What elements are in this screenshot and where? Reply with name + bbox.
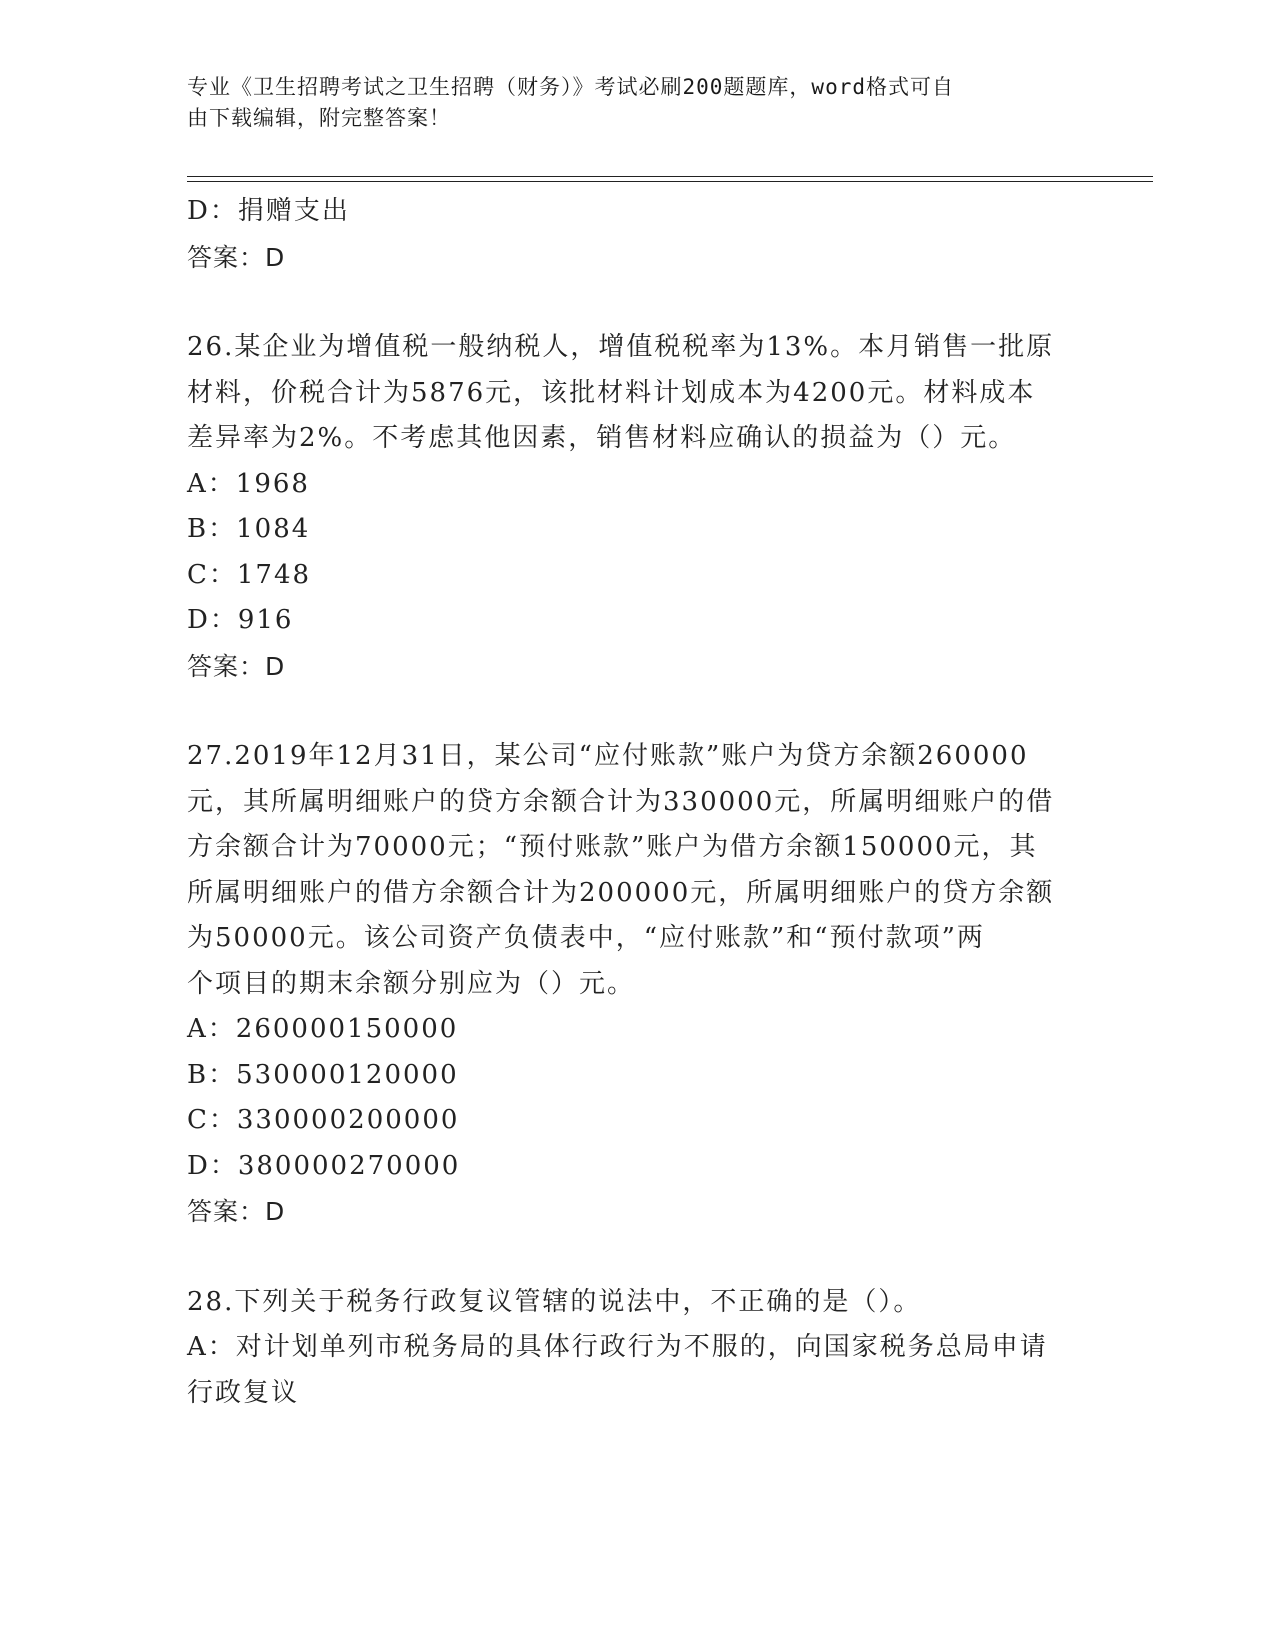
question-stem-line: 所属明细账户的借方余额合计为200000元，所属明细账户的贷方余额 — [187, 877, 1055, 908]
option-b: B：530000120000 — [187, 1059, 459, 1090]
question-stem-line: 26.某企业为增值税一般纳税人，增值税税率为13%。本月销售一批原 — [187, 332, 1055, 362]
option-d: D：380000270000 — [187, 1150, 461, 1181]
question-26 — [187, 325, 1087, 689]
question-stem-line: 材料，价税合计为5876元，该批材料计划成本为4200元。材料成本 — [187, 377, 1036, 408]
question-stem-line: 为50000元。该公司资产负债表中，“应付账款”和“预付款项”两 — [187, 923, 985, 953]
question-27 — [187, 734, 1087, 1235]
header-divider-top — [187, 176, 1153, 177]
question-stem-line: 27.2019年12月31日，某公司“应付账款”账户为贷方余额260000 — [187, 741, 1029, 771]
question-stem-line: 元，其所属明细账户的贷方余额合计为330000元，所属明细账户的借 — [187, 786, 1055, 817]
header-divider-bottom — [187, 181, 1153, 182]
option-c: C：1748 — [187, 559, 312, 590]
option-b: B：1084 — [187, 514, 311, 544]
answer-line: 答案：D — [187, 651, 286, 681]
answer-line: 答案：D — [187, 242, 286, 272]
header-line-2: 由下载编辑，附完整答案！ — [187, 106, 451, 130]
prev-question-tail — [187, 189, 1087, 280]
question-stem-line: 方余额合计为70000元；“预付账款”账户为借方余额150000元，其 — [187, 832, 1038, 862]
question-stem — [187, 325, 1067, 462]
option-a: A：260000150000 — [187, 1014, 459, 1044]
question-stem-line: 个项目的期末余额分别应为（）元。 — [187, 968, 636, 999]
option-c: C：330000200000 — [187, 1105, 460, 1135]
page-header — [187, 72, 1067, 134]
question-stem: 28.下列关于税务行政复议管辖的说法中，不正确的是（）。 — [187, 1286, 922, 1317]
question-stem — [187, 734, 1067, 1007]
header-line-1: 专业《卫生招聘考试之卫生招聘（财务）》考试必刷200题题库，word格式可自 — [187, 75, 954, 99]
option-a-continued: 行政复议 — [187, 1377, 300, 1408]
answer-line: 答案：D — [187, 1197, 286, 1226]
option-a: A：对计划单列市税务局的具体行政行为不服的，向国家税务总局申请 — [187, 1332, 1048, 1362]
question-28 — [187, 1280, 1087, 1417]
option-d: D：捐赠支出 — [187, 196, 350, 226]
option-d: D：916 — [187, 605, 294, 635]
document-body — [187, 189, 1087, 1416]
option-a: A：1968 — [187, 468, 310, 499]
question-stem-line: 差异率为2%。不考虑其他因素，销售材料应确认的损益为（）元。 — [187, 423, 1017, 453]
